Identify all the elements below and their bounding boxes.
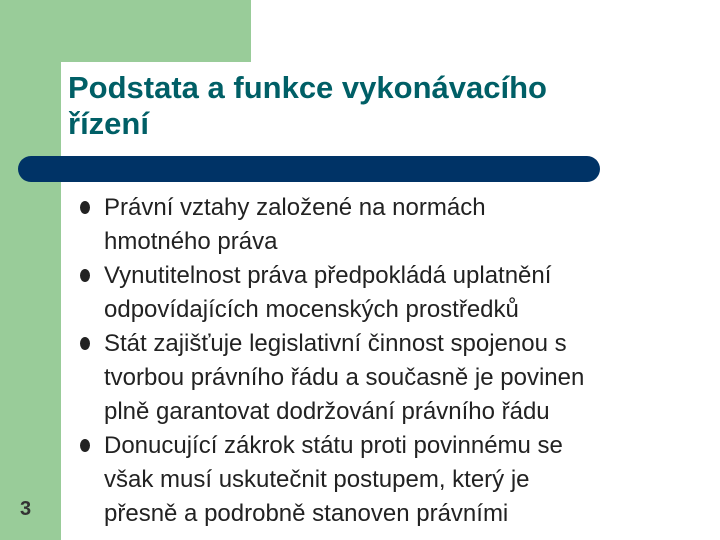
- bullet-item: [80, 191, 680, 259]
- bullet-text-line: přesně a podrobně stanoven právními: [104, 500, 509, 527]
- title-divider-bar: [18, 156, 600, 182]
- bullet-text-line: hmotného práva: [104, 228, 278, 255]
- slide-title: [68, 70, 668, 142]
- bullet-text-line: odpovídajících mocenských prostředků: [104, 296, 519, 323]
- decorative-green-bar-left: [0, 0, 61, 540]
- slide-title-line: Podstata a funkce vykonávacího: [68, 70, 547, 105]
- bullet-dot-icon: [80, 337, 90, 350]
- bullet-text-line: Právní vztahy založené na normách: [104, 194, 486, 221]
- bullet-text-line: Stát zajišťuje legislativní činnost spojenou s: [104, 330, 567, 357]
- bullet-dot-icon: [80, 439, 90, 452]
- slide-title-line: řízení: [68, 106, 149, 141]
- bullet-text-line: však musí uskutečnit postupem, který je: [104, 466, 530, 493]
- bullet-item: [80, 429, 680, 531]
- bullet-item: [80, 327, 680, 429]
- bullet-dot-icon: [80, 201, 90, 214]
- bullet-text-line: Vynutitelnost práva předpokládá uplatnění: [104, 262, 552, 289]
- decorative-green-block-top: [61, 0, 251, 62]
- bullet-item: [80, 259, 680, 327]
- slide-number: 3: [20, 498, 32, 520]
- bullet-list: [80, 191, 680, 531]
- bullet-text-line: plně garantovat dodržování právního řádu: [104, 398, 550, 425]
- bullet-text-line: Donucující zákrok státu proti povinnému se: [104, 432, 563, 459]
- bullet-dot-icon: [80, 269, 90, 282]
- bullet-text-line: tvorbou právního řádu a současně je povinen: [104, 364, 585, 391]
